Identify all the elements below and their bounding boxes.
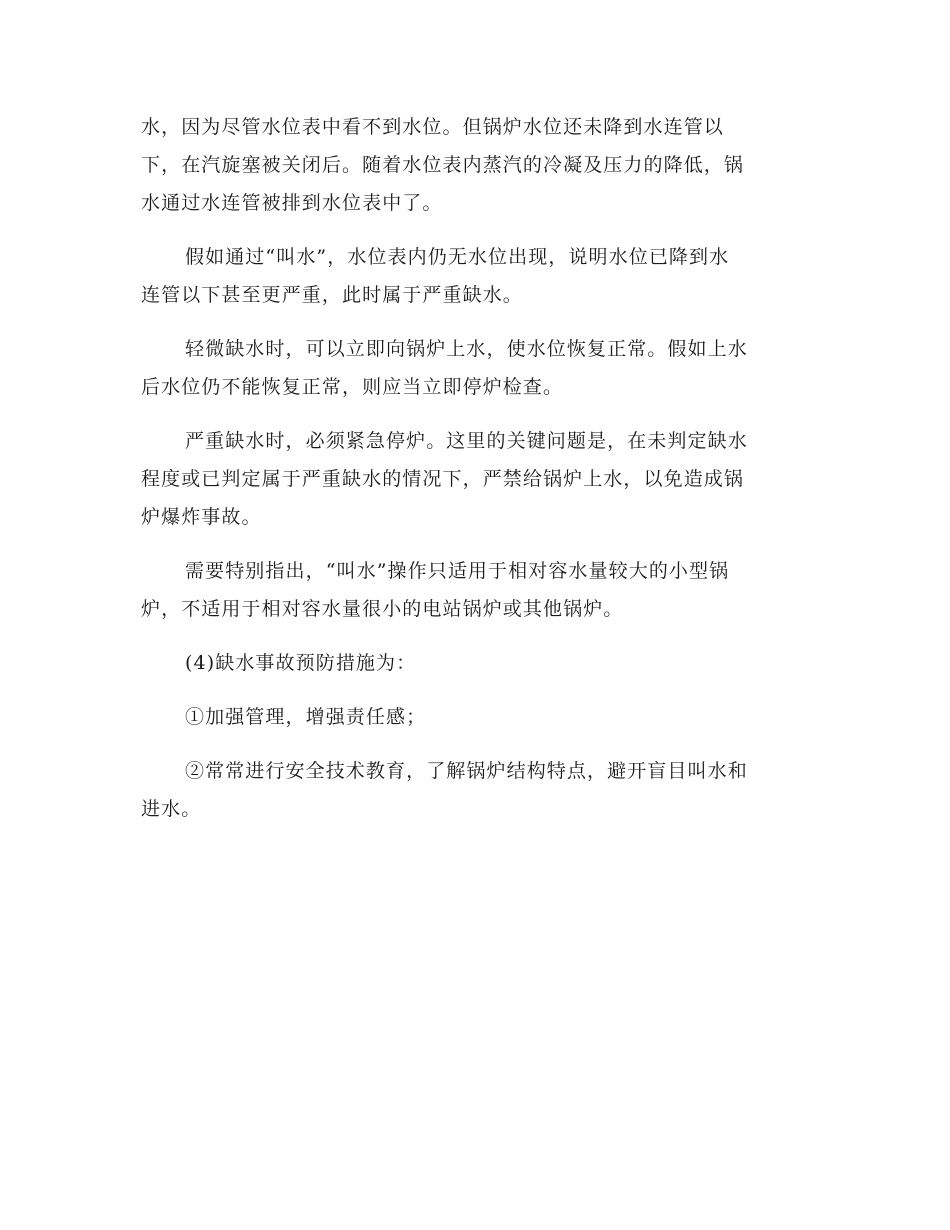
document-body	[141, 108, 801, 828]
paragraph-severe-shortage	[141, 238, 801, 314]
paragraph-line: 下，在汽旋塞被关闭后。随着水位表内蒸汽的冷凝及压力的降低，锅	[141, 154, 745, 176]
paragraph-line: 假如通过“叫水”，水位表内仍无水位出现，说明水位已降到水	[185, 246, 730, 268]
paragraph-line: 水，因为尽管水位表中看不到水位。但锅炉水位还未降到水连管以	[141, 116, 724, 138]
paragraph-gap	[141, 314, 801, 330]
paragraph-gap	[141, 682, 801, 698]
paragraph-emergency-stop	[141, 422, 801, 536]
paragraph-gap	[141, 736, 801, 752]
paragraph-line: 连管以下甚至更严重，此时属于严重缺水。	[141, 284, 523, 306]
paragraph-gap	[141, 628, 801, 644]
prevention-heading	[141, 644, 801, 682]
paragraph-line: 严重缺水时，必须紧急停炉。这里的关键问题是，在未判定缺水	[185, 430, 748, 452]
paragraph-water-level-continuation	[141, 108, 801, 222]
paragraph-line: 进水。	[141, 798, 202, 820]
paragraph-gap	[141, 222, 801, 238]
paragraph-line: 炉，不适用于相对容水量很小的电站锅炉或其他锅炉。	[141, 598, 624, 620]
prevention-heading-text: (4)缺水事故预防措施为：	[185, 652, 417, 674]
prevention-item-2	[141, 752, 801, 828]
prevention-item-text: ①加强管理，增强责任感；	[185, 706, 427, 728]
paragraph-gap	[141, 406, 801, 422]
paragraph-line: 水通过水连管被排到水位表中了。	[141, 192, 443, 214]
paragraph-line: 程度或已判定属于严重缺水的情况下，严禁给锅炉上水，以免造成锅	[141, 468, 745, 490]
paragraph-line: 轻微缺水时，可以立即向锅炉上水，使水位恢复正常。假如上水	[185, 338, 748, 360]
paragraph-mild-shortage	[141, 330, 801, 406]
prevention-item-text: ②常常进行安全技术教育，了解锅炉结构特点，避开盲目叫水和	[185, 760, 748, 782]
paragraph-gap	[141, 536, 801, 552]
paragraph-line: 需要特别指出，“叫水”操作只适用于相对容水量较大的小型锅	[185, 560, 730, 582]
prevention-item-1	[141, 698, 801, 736]
paragraph-line: 后水位仍不能恢复正常，则应当立即停炉检查。	[141, 376, 564, 398]
paragraph-line: 炉爆炸事故。	[141, 506, 262, 528]
paragraph-call-water-note	[141, 552, 801, 628]
